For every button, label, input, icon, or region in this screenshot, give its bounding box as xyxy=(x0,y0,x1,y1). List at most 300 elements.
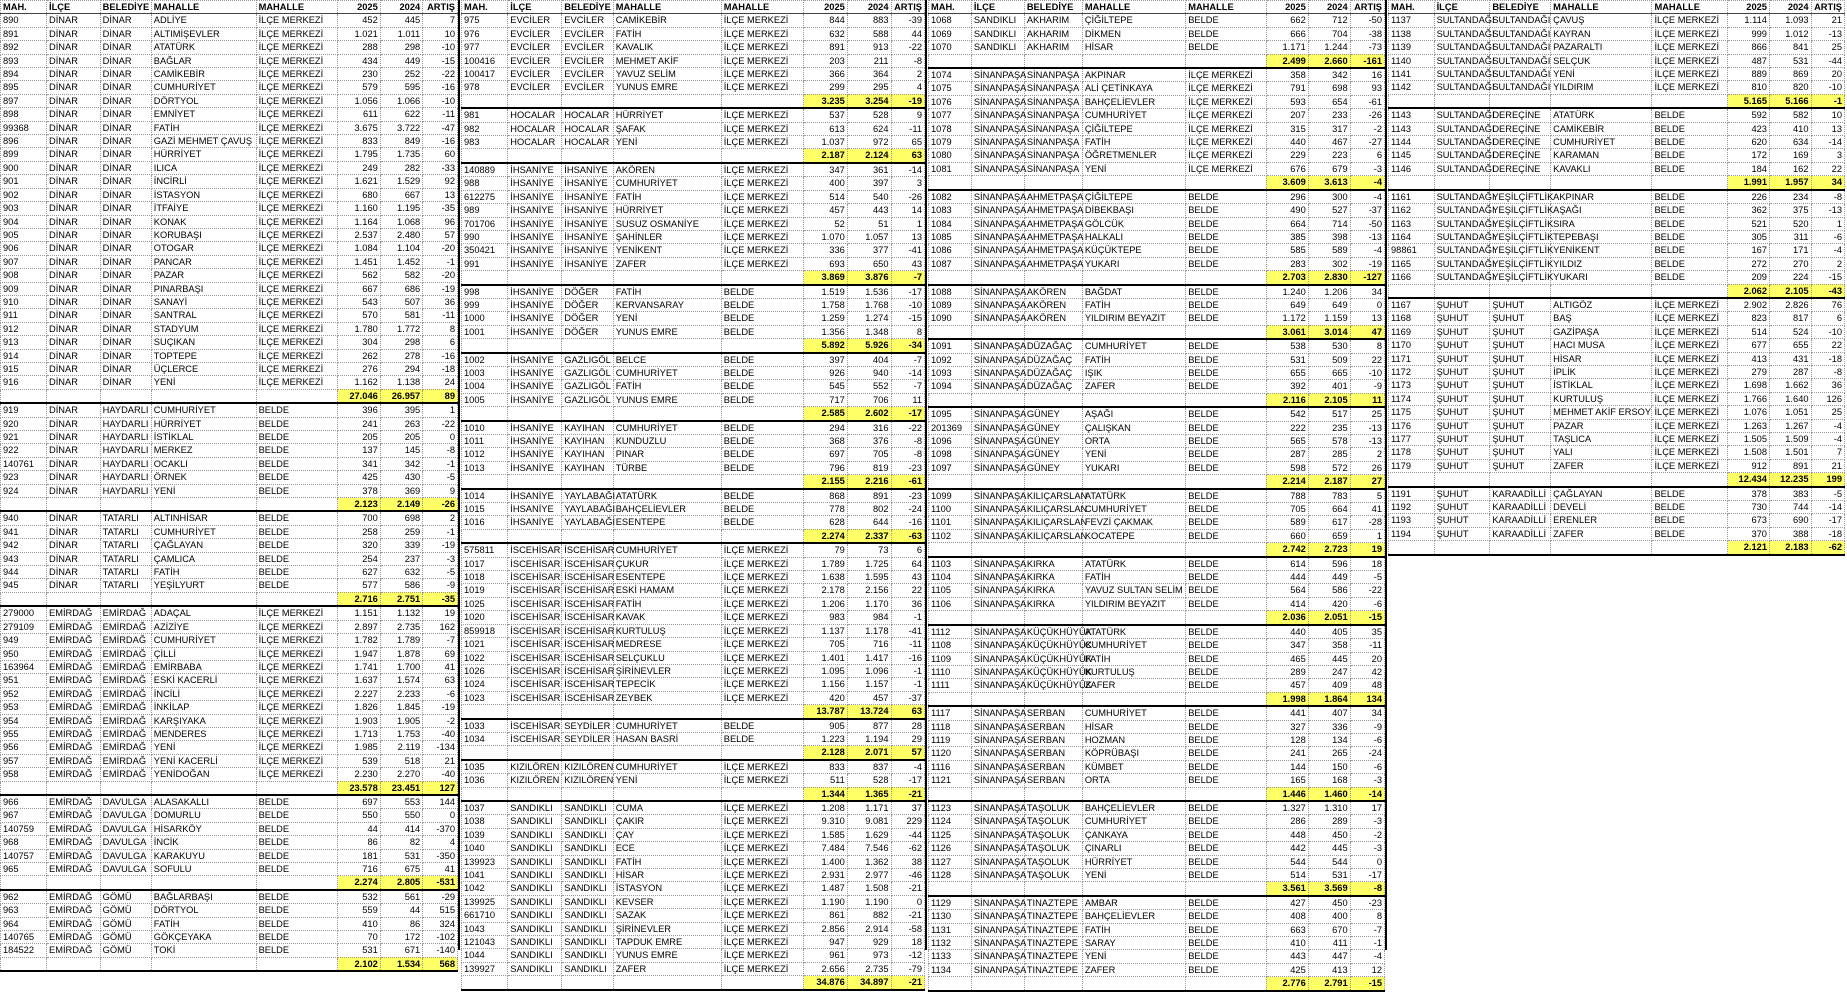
table-cell: DÖRTYOL xyxy=(151,904,256,917)
table-cell: 2.735 xyxy=(380,620,422,633)
table-cell: 450 xyxy=(1308,828,1350,841)
table-row xyxy=(1389,459,1845,472)
table-cell: EMNİYET xyxy=(151,108,256,121)
table-cell: SERBAN xyxy=(1024,706,1082,720)
subtotal-spacer xyxy=(1434,176,1490,190)
table-cell: 1.057 xyxy=(847,230,891,243)
table-cell: 320 xyxy=(338,539,380,552)
table-cell: 2.826 xyxy=(1769,298,1811,312)
table-row xyxy=(1,890,458,904)
subtotal-cell: 34 xyxy=(1811,176,1844,190)
table-cell: 778 xyxy=(804,503,848,516)
table-cell: -9 xyxy=(1350,380,1384,393)
subtotal-row xyxy=(929,271,1385,285)
table-cell: FATİH xyxy=(613,285,721,299)
table-cell: 677 xyxy=(1728,339,1770,352)
table-cell: 341 xyxy=(338,457,380,470)
table-row xyxy=(1,54,458,67)
table-cell: 700 xyxy=(338,511,380,525)
table-cell: YILDIRIM BEYAZIT xyxy=(1082,597,1185,610)
table-row xyxy=(929,353,1385,366)
table-cell: BAĞDAT xyxy=(1082,285,1185,299)
table-cell: İLÇE MERKEZİ xyxy=(721,27,803,40)
table-cell: 2.537 xyxy=(338,228,380,241)
table-cell: 3.675 xyxy=(338,121,380,134)
table-cell: -14 xyxy=(1811,136,1844,149)
table-cell: SEYDİLER xyxy=(562,732,613,745)
subtotal-cell: 11 xyxy=(1350,393,1384,407)
header-row xyxy=(1389,1,1845,14)
subtotal-spacer xyxy=(1389,541,1435,555)
table-cell: ŞUHUT xyxy=(1434,312,1490,325)
table-cell: 9.081 xyxy=(847,815,891,828)
table-cell: EMİRDAĞ xyxy=(47,714,101,727)
table-cell: 990 xyxy=(462,230,508,243)
subtotal-spacer xyxy=(100,389,151,403)
table-cell: SİNANPAŞA xyxy=(971,963,1024,976)
table-row xyxy=(1,620,458,633)
table-cell: 300 xyxy=(1308,190,1350,204)
table-cell: İLÇE MERKEZİ xyxy=(721,801,803,815)
table-row xyxy=(1,849,458,862)
table-row xyxy=(462,815,925,828)
table-cell: TOPTEPE xyxy=(151,349,256,362)
table-cell: 1002 xyxy=(462,353,508,367)
subtotal-cell: -7 xyxy=(891,271,924,285)
table-row xyxy=(1389,54,1845,67)
table-row xyxy=(1,634,458,647)
subtotal-spacer xyxy=(613,339,721,353)
table-row xyxy=(1,647,458,660)
table-cell: -7 xyxy=(891,380,924,393)
table-cell: 1018 xyxy=(462,571,508,584)
table-cell: 226 xyxy=(1728,190,1770,204)
table-cell: DİNAR xyxy=(47,202,101,215)
table-row xyxy=(462,14,925,27)
table-cell: YENİ xyxy=(613,136,721,149)
table-cell: 663 xyxy=(1266,923,1308,936)
table-cell: İLÇE MERKEZİ xyxy=(721,882,803,895)
table-cell: SULTANDAĞI xyxy=(1434,149,1490,162)
table-cell: EMİRDAĞ xyxy=(47,620,101,633)
table-cell: SİNANPAŞA xyxy=(971,869,1024,882)
table-cell: CUMA xyxy=(613,801,721,815)
table-cell: 897 xyxy=(1,94,47,107)
table-cell: BELDE xyxy=(256,431,338,444)
table-cell: İSCEHİSAR xyxy=(508,719,562,733)
table-cell: -18 xyxy=(1811,352,1844,365)
subtotal-cell: -17 xyxy=(891,407,924,421)
table-cell: -22 xyxy=(423,417,458,430)
subtotal-spacer xyxy=(508,746,562,760)
table-row xyxy=(1,944,458,957)
table-cell: BELDE xyxy=(1186,639,1267,652)
table-row xyxy=(462,664,925,677)
table-cell: 1092 xyxy=(929,353,972,366)
table-row xyxy=(929,529,1385,542)
table-row xyxy=(1,295,458,308)
table-cell: 2.931 xyxy=(804,869,848,882)
table-cell: 577 xyxy=(338,579,380,592)
table-cell: KILIÇARSLAN xyxy=(1024,516,1082,529)
table-cell: BELDE xyxy=(1186,461,1267,474)
table-cell: -10 xyxy=(1350,366,1384,379)
table-cell: BELDE xyxy=(256,444,338,457)
subtotal-cell: 2.703 xyxy=(1266,271,1308,285)
table-cell: -7 xyxy=(1350,923,1384,936)
table-cell: 1.190 xyxy=(804,895,848,908)
table-row xyxy=(1389,446,1845,459)
table-cell: 905 xyxy=(1,228,47,241)
table-cell: SANDIKLI xyxy=(971,27,1024,40)
table-row xyxy=(929,923,1385,936)
table-cell: 247 xyxy=(1308,665,1350,678)
sheet-column-2 xyxy=(461,0,925,991)
table-cell: 1091 xyxy=(929,339,972,353)
table-cell: 1.529 xyxy=(380,175,422,188)
table-cell: 25 xyxy=(1811,406,1844,419)
table-cell: BELDE xyxy=(256,457,338,470)
subtotal-spacer xyxy=(462,787,508,801)
table-cell: TINAZTEPE xyxy=(1024,937,1082,950)
table-cell: TAPDUK EMRE xyxy=(613,936,721,949)
table-cell: İHSANİYE xyxy=(508,435,562,448)
table-cell: 100417 xyxy=(462,68,508,81)
table-cell: 1.114 xyxy=(1728,14,1770,27)
table-cell: -18 xyxy=(1811,527,1844,540)
table-cell: YENİKENT xyxy=(1551,244,1652,257)
subtotal-spacer xyxy=(1024,271,1082,285)
table-cell: DİNAR xyxy=(47,431,101,444)
table-cell: 1.629 xyxy=(847,828,891,841)
table-cell: EVCİLER xyxy=(562,41,613,54)
table-cell: CUMHURİYET xyxy=(613,760,721,774)
table-cell: İLÇE MERKEZİ xyxy=(721,571,803,584)
table-cell: 1.585 xyxy=(804,828,848,841)
table-cell: İLÇE MERKEZİ xyxy=(256,269,338,282)
table-cell: BELDE xyxy=(256,931,338,944)
table-cell: DİNAR xyxy=(47,148,101,161)
table-cell: 1044 xyxy=(462,949,508,962)
table-cell: 890 xyxy=(1,14,47,27)
subtotal-spacer xyxy=(462,407,508,421)
table-cell: SULTANDAĞI xyxy=(1434,122,1490,135)
subtotal-cell: -4 xyxy=(1350,176,1384,190)
table-cell: HOCALAR xyxy=(508,122,562,135)
subtotal-cell: -63 xyxy=(891,529,924,543)
subtotal-cell: 199 xyxy=(1811,473,1844,487)
table-cell: HİSAR xyxy=(1082,41,1185,54)
subtotal-spacer xyxy=(1082,54,1185,68)
subtotal-cell: -61 xyxy=(891,475,924,489)
table-cell: 28 xyxy=(891,719,924,733)
table-cell: 518 xyxy=(380,754,422,767)
table-cell: EMİRDAĞ xyxy=(47,727,101,740)
table-cell: 467 xyxy=(1308,136,1350,149)
table-cell: İLÇE MERKEZİ xyxy=(721,895,803,908)
table-cell: 38 xyxy=(891,855,924,868)
table-cell: -26 xyxy=(1350,109,1384,122)
table-cell: İLÇE MERKEZİ xyxy=(256,376,338,389)
table-cell: İHSANİYE xyxy=(508,190,562,203)
table-cell: İHSANİYE xyxy=(562,204,613,217)
table-cell: 1126 xyxy=(929,842,972,855)
table-cell: 449 xyxy=(1308,571,1350,584)
table-cell: 1080 xyxy=(929,149,972,162)
table-row xyxy=(462,257,925,270)
subtotal-spacer xyxy=(562,407,613,421)
subtotal-cell: 2.274 xyxy=(804,529,848,543)
table-cell: 898 xyxy=(1,108,47,121)
table-cell: 984 xyxy=(847,611,891,624)
table-cell: SİNANPAŞA xyxy=(1024,162,1082,175)
subtotal-row xyxy=(929,54,1385,68)
table-cell: SİNANPAŞA xyxy=(971,421,1024,434)
table-cell: 37 xyxy=(891,801,924,815)
table-cell: TAŞOLUK xyxy=(1024,815,1082,828)
table-cell: ZAFER xyxy=(1551,459,1652,472)
table-cell: İHSANİYE xyxy=(508,325,562,338)
table-cell: SİNANPAŞA xyxy=(1024,122,1082,135)
column-header: MAH. xyxy=(929,1,972,14)
subtotal-row xyxy=(929,475,1385,489)
table-cell: SANDIKLI xyxy=(562,936,613,949)
table-cell: FATİH xyxy=(1082,298,1185,311)
subtotal-spacer xyxy=(1490,94,1551,108)
table-cell: BELDE xyxy=(1186,625,1267,639)
subtotal-cell: 2.660 xyxy=(1308,54,1350,68)
subtotal-spacer xyxy=(1551,541,1652,555)
table-cell: 440 xyxy=(1266,625,1308,639)
table-cell: 298 xyxy=(380,336,422,349)
subtotal-cell: 47 xyxy=(1350,325,1384,339)
table-row xyxy=(929,774,1385,787)
table-cell: 895 xyxy=(1,81,47,94)
table-cell: 21 xyxy=(1811,459,1844,472)
subtotal-spacer xyxy=(1024,611,1082,625)
table-cell: TAŞOLUK xyxy=(1024,801,1082,815)
subtotal-cell: 2.216 xyxy=(847,475,891,489)
table-cell: İLÇE MERKEZİ xyxy=(721,651,803,664)
column-header: 2025 xyxy=(804,1,848,14)
table-cell: 1037 xyxy=(462,801,508,815)
table-cell: 1130 xyxy=(929,910,972,923)
subtotal-spacer xyxy=(721,149,803,163)
table-cell: 276 xyxy=(338,362,380,375)
table-cell: 1095 xyxy=(929,407,972,421)
table-cell: SİNANPAŞA xyxy=(971,366,1024,379)
subtotal-spacer xyxy=(1186,611,1267,625)
table-cell: 562 xyxy=(338,269,380,282)
table-row xyxy=(929,244,1385,257)
table-cell: İLÇE MERKEZİ xyxy=(721,217,803,230)
table-cell: TAŞOLUK xyxy=(1024,842,1082,855)
table-cell: SİNANPAŞA xyxy=(971,461,1024,474)
table-cell: SİNANPAŞA xyxy=(971,257,1024,270)
table-row xyxy=(1,606,458,620)
table-cell: FEVZİ ÇAKMAK xyxy=(1082,516,1185,529)
table-cell: 2 xyxy=(1811,257,1844,270)
table-row xyxy=(929,625,1385,639)
table-cell: 1.768 xyxy=(847,298,891,311)
table-cell: HÜRRİYET xyxy=(613,204,721,217)
table-cell: SULTANDAĞI xyxy=(1490,68,1551,81)
table-cell: SANTRAL xyxy=(151,309,256,322)
table-cell: 1021 xyxy=(462,638,508,651)
table-cell: 201369 xyxy=(929,421,972,434)
table-cell: 530 xyxy=(1308,339,1350,353)
table-cell: 791 xyxy=(1266,82,1308,95)
table-cell: 581 xyxy=(380,309,422,322)
subtotal-spacer xyxy=(1082,176,1185,190)
subtotal-spacer xyxy=(971,543,1024,557)
subtotal-spacer xyxy=(1024,176,1082,190)
table-cell: 2.230 xyxy=(338,768,380,781)
table-cell: 395 xyxy=(380,403,422,417)
table-cell: İHSANİYE xyxy=(508,204,562,217)
table-cell: 1.789 xyxy=(804,557,848,570)
subtotal-spacer xyxy=(462,746,508,760)
table-cell: İHSANİYE xyxy=(562,163,613,177)
subtotal-row xyxy=(462,339,925,353)
table-cell: BELDE xyxy=(721,503,803,516)
table-cell: BELDE xyxy=(721,421,803,435)
table-cell: 279000 xyxy=(1,606,47,620)
table-cell: 144 xyxy=(1266,760,1308,773)
table-row xyxy=(1,687,458,700)
subtotal-spacer xyxy=(508,271,562,285)
table-cell: İHSANİYE xyxy=(508,285,562,299)
table-cell: 926 xyxy=(804,366,848,379)
table-cell: 662 xyxy=(1266,14,1308,27)
table-cell: KARAADİLLİ xyxy=(1490,487,1551,501)
table-cell: 1.451 xyxy=(338,255,380,268)
table-cell: ATATÜRK xyxy=(1082,625,1185,639)
table-cell: 0 xyxy=(1350,855,1384,868)
table-cell: İLÇE MERKEZİ xyxy=(721,962,803,975)
table-cell: ŞUHUT xyxy=(1434,419,1490,432)
table-row xyxy=(1389,68,1845,81)
table-cell: YENİ xyxy=(1082,162,1185,175)
table-cell: 679 xyxy=(1308,162,1350,175)
table-cell: -5 xyxy=(423,566,458,579)
table-cell: 1.159 xyxy=(1308,312,1350,325)
table-cell: 910 xyxy=(1,295,47,308)
table-cell: 1116 xyxy=(929,760,972,773)
table-cell: 1083 xyxy=(929,204,972,217)
table-cell: 988 xyxy=(462,177,508,190)
table-cell: -5 xyxy=(1811,487,1844,501)
subtotal-cell: 3.061 xyxy=(1266,325,1308,339)
subtotal-cell: -62 xyxy=(1811,541,1844,555)
table-row xyxy=(1,108,458,121)
table-cell: GÜNEY xyxy=(1024,448,1082,461)
table-row xyxy=(462,27,925,40)
table-row xyxy=(462,312,925,325)
table-cell: 1.310 xyxy=(1308,801,1350,815)
table-cell: 302 xyxy=(1308,257,1350,270)
table-cell: 940 xyxy=(847,366,891,379)
table-cell: SANDIKLI xyxy=(508,882,562,895)
subtotal-cell: 5.165 xyxy=(1728,94,1770,108)
table-cell: SANDIKLI xyxy=(508,895,562,908)
table-cell: BELDE xyxy=(1186,815,1267,828)
subtotal-spacer xyxy=(971,977,1024,991)
subtotal-cell: 34.876 xyxy=(804,976,848,990)
table-row xyxy=(929,149,1385,162)
table-cell: ŞUHUT xyxy=(1490,298,1551,312)
table-cell: SİNANPAŞA xyxy=(971,353,1024,366)
table-cell: BELDE xyxy=(1186,855,1267,868)
table-cell: 447 xyxy=(1308,950,1350,963)
table-cell: 17 xyxy=(1350,801,1384,815)
table-cell: SİNANPAŞA xyxy=(971,679,1024,692)
subtotal-cell: -26 xyxy=(423,498,458,512)
table-cell: 892 xyxy=(1,41,47,54)
table-cell: SİNANPAŞA xyxy=(971,842,1024,855)
table-cell: SİNANPAŞA xyxy=(971,162,1024,175)
table-cell: BELDE xyxy=(1186,760,1267,773)
table-cell: 140765 xyxy=(1,931,47,944)
table-cell: -350 xyxy=(423,849,458,862)
table-cell: 139925 xyxy=(462,895,508,908)
table-cell: İLÇE MERKEZİ xyxy=(256,54,338,67)
table-cell: KIZILÖREN xyxy=(562,774,613,787)
table-cell: 44 xyxy=(380,904,422,917)
table-cell: SİNANPAŞA xyxy=(971,774,1024,787)
table-cell: 139923 xyxy=(462,855,508,868)
table-cell: 207 xyxy=(1266,109,1308,122)
table-cell: DİNAR xyxy=(47,255,101,268)
subtotal-row xyxy=(1389,176,1845,190)
subtotal-cell: 134 xyxy=(1350,692,1384,706)
population-table xyxy=(1388,0,1845,556)
table-row xyxy=(929,584,1385,597)
table-cell: ÇİĞİLTEPE xyxy=(1082,122,1185,135)
subtotal-cell: 3.869 xyxy=(804,271,848,285)
table-cell: 490 xyxy=(1266,204,1308,217)
subtotal-spacer xyxy=(1,781,47,795)
table-cell: 705 xyxy=(804,638,848,651)
table-cell: İLÇE MERKEZİ xyxy=(256,215,338,228)
table-cell: TINAZTEPE xyxy=(1024,910,1082,923)
table-cell: 1176 xyxy=(1389,419,1435,432)
table-cell: 2.178 xyxy=(804,584,848,597)
table-cell: -16 xyxy=(891,651,924,664)
table-cell: 51 xyxy=(847,217,891,230)
table-row xyxy=(1,255,458,268)
subtotal-spacer xyxy=(562,705,613,719)
table-row xyxy=(1389,149,1845,162)
table-cell: -7 xyxy=(423,634,458,647)
table-cell: ŞUHUT xyxy=(1490,339,1551,352)
table-cell: -4 xyxy=(1811,244,1844,257)
table-cell: CUMHURİYET xyxy=(151,403,256,417)
table-row xyxy=(929,489,1385,503)
table-cell: 579 xyxy=(338,81,380,94)
table-cell: İSCEHİSAR xyxy=(508,638,562,651)
table-cell: İHSANİYE xyxy=(562,190,613,203)
table-cell: İLÇE MERKEZİ xyxy=(256,108,338,121)
table-cell: 698 xyxy=(380,511,422,525)
subtotal-spacer xyxy=(1186,787,1267,801)
table-row xyxy=(462,855,925,868)
table-cell: HOCALAR xyxy=(562,122,613,135)
table-cell: KOCATEPE xyxy=(1082,529,1185,542)
table-cell: -6 xyxy=(1811,230,1844,243)
table-cell: KILIÇARSLAN xyxy=(1024,503,1082,516)
table-cell: ŞUHUT xyxy=(1434,339,1490,352)
